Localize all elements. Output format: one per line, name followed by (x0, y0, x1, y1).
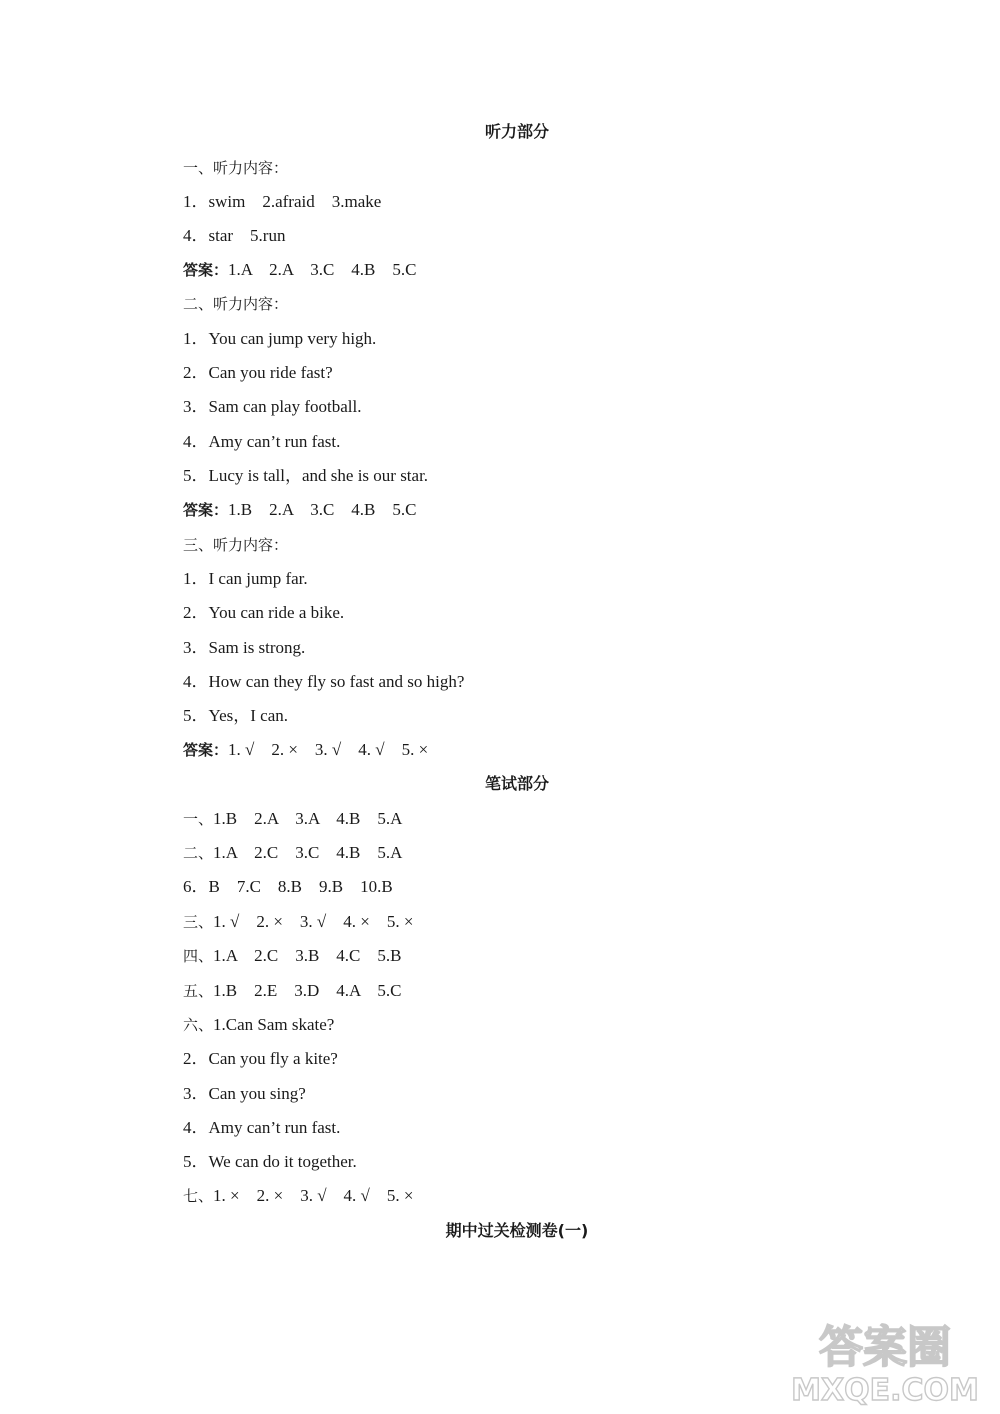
listening-section-3-answer (183, 739, 428, 761)
next-exam-title: 期中过关检测卷(一) (445, 1221, 589, 1240)
answer-label: 答案： (183, 261, 229, 279)
watermark-logo (790, 1316, 980, 1406)
section-label: 二、 (183, 844, 214, 862)
answer-label: 答案： (183, 741, 229, 759)
section-label: 五、 (183, 982, 214, 1000)
answer-values: 1.Can Sam skate? (213, 1015, 335, 1034)
writing-section-6-line-3: 3．Can you sing? (183, 1084, 306, 1103)
answer-values: 1.A 2.A 3.C 4.B 5.C (228, 260, 417, 279)
writing-section-2-continued: 6．B 7.C 8.B 9.B 10.B (183, 877, 393, 896)
writing-section-1 (183, 808, 402, 830)
writing-heading: 笔试部分 (484, 774, 549, 793)
answer-values: 1. × 2. × 3. √ 4. √ 5. × (213, 1186, 414, 1205)
answer-values: 1.A 2.C 3.B 4.C 5.B (213, 946, 402, 965)
listening-section-2-line-5: 5．Lucy is tall，and she is our star. (183, 466, 429, 485)
listening-section-3-line-2: 2．You can ride a bike. (183, 603, 345, 622)
listening-section-1-line-2: 4．star 5.run (183, 226, 286, 245)
watermark-graphic (790, 1316, 980, 1406)
answer-label: 答案： (183, 501, 229, 519)
answer-values: 1.B 2.A 3.A 4.B 5.A (213, 809, 403, 828)
writing-section-6-line-4: 4．Amy can’t run fast. (183, 1118, 341, 1137)
listening-heading: 听力部分 (484, 122, 549, 141)
answer-values: 1.B 2.A 3.C 4.B 5.C (228, 500, 417, 519)
writing-section-3 (183, 911, 413, 933)
listening-section-1-answer (183, 259, 416, 281)
writing-section-7 (183, 1185, 413, 1207)
listening-section-1-title: 一、听力内容： (183, 159, 289, 177)
listening-section-2-line-4: 4．Amy can’t run fast. (183, 432, 341, 451)
answer-values: 1. √ 2. × 3. √ 4. √ 5. × (228, 740, 429, 759)
watermark-bottom-text: MXQE.COM (791, 1373, 979, 1406)
listening-section-2-line-3: 3．Sam can play football. (183, 397, 362, 416)
writing-section-5 (183, 980, 401, 1002)
writing-section-6-line-2: 2．Can you fly a kite? (183, 1049, 338, 1068)
section-label: 三、 (183, 913, 214, 931)
listening-section-3-line-3: 3．Sam is strong. (183, 638, 306, 657)
writing-section-6 (183, 1014, 334, 1036)
listening-section-2-answer (183, 499, 416, 521)
listening-section-3-line-5: 5．Yes，I can. (183, 706, 288, 725)
listening-section-1-line-1: 1．swim 2.afraid 3.make (183, 192, 382, 211)
watermark-top-text: 答案圈 (819, 1322, 951, 1373)
section-label: 六、 (183, 1016, 214, 1034)
section-label: 四、 (183, 947, 214, 965)
listening-section-3-line-1: 1．I can jump far. (183, 569, 308, 588)
listening-section-3-title: 三、听力内容： (183, 536, 289, 554)
answer-values: 1.A 2.C 3.C 4.B 5.A (213, 843, 403, 862)
listening-section-2-title: 二、听力内容： (183, 295, 289, 313)
writing-section-2 (183, 842, 402, 864)
listening-section-2-line-1: 1．You can jump very high. (183, 329, 377, 348)
listening-section-3-line-4: 4．How can they fly so fast and so high? (183, 672, 465, 691)
section-label: 一、 (183, 810, 214, 828)
answer-values: 1.B 2.E 3.D 4.A 5.C (213, 981, 402, 1000)
writing-section-4 (183, 945, 401, 967)
answer-values: 1. √ 2. × 3. √ 4. × 5. × (213, 912, 414, 931)
writing-section-6-line-5: 5．We can do it together. (183, 1152, 357, 1171)
listening-section-2-line-2: 2．Can you ride fast? (183, 363, 333, 382)
section-label: 七、 (183, 1187, 214, 1205)
